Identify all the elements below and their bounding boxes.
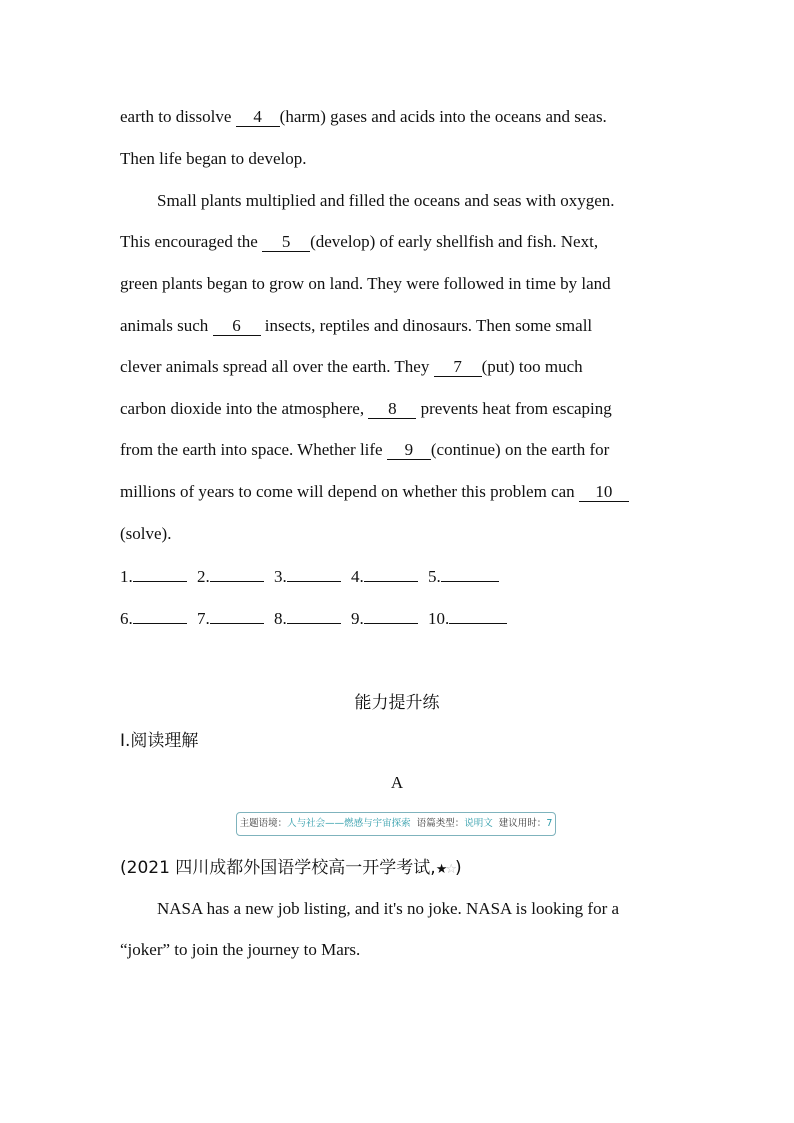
answer-7[interactable]: 7. — [197, 607, 264, 630]
passage-line-1: earth to dissolve 4 (harm) gases and acids into the oceans and seas. — [120, 107, 607, 126]
blank-8[interactable]: 8 — [368, 400, 416, 419]
answer-row-1 — [120, 565, 680, 588]
blank-6[interactable]: 6 — [213, 317, 261, 336]
passage-line-10: millions of years to come will depend on whether this problem can 10 — [120, 481, 680, 503]
blank-4[interactable]: 4 — [236, 108, 280, 127]
blank-10[interactable]: 10 — [579, 483, 629, 502]
answer-row-2 — [120, 607, 680, 630]
difficulty-star-empty-icon: ☆ — [445, 862, 456, 877]
article-line-2: “joker” to join the journey to Mars. — [120, 940, 361, 959]
answer-10[interactable]: 10. — [428, 607, 507, 630]
answer-4[interactable]: 4. — [351, 565, 418, 588]
passage-line-9: from the earth into space. Whether life 9 (continue) on the earth for — [120, 440, 610, 459]
answer-1[interactable]: 1. — [120, 565, 187, 588]
passage-letter: A — [390, 773, 404, 792]
passage-line-4: This encouraged the 5 (develop) of early shellfish and fish. Next, — [120, 232, 599, 251]
answer-9[interactable]: 9. — [351, 607, 418, 630]
difficulty-star-icon: ★ — [435, 862, 446, 877]
passage-line-3: Small plants multiplied and filled the oceans and seas with oxygen. — [157, 191, 615, 210]
section-title: 能力提升练 — [354, 693, 440, 713]
passage-line-11: (solve). — [120, 524, 172, 543]
blank-9[interactable]: 9 — [387, 441, 431, 460]
article-line-1: NASA has a new job listing, and it's no joke. NASA is looking for a — [157, 899, 620, 918]
context-banner: 主题语境：人与社会——燃感与宇宙探索 语篇类型：说明文 建议用时：7 — [236, 812, 556, 836]
passage-line-6: animals such 6 insects, reptiles and dinosaurs. Then some small — [120, 316, 593, 335]
passage-line-8: carbon dioxide into the atmosphere, 8 prevents heat from escaping — [120, 399, 612, 418]
passage-line-7: clever animals spread all over the earth. They 7 (put) too much — [120, 357, 583, 376]
answer-8[interactable]: 8. — [274, 607, 341, 630]
blank-7[interactable]: 7 — [434, 358, 482, 377]
passage-line-5: green plants began to grow on land. They were followed in time by land — [120, 274, 611, 293]
passage-line-2: Then life began to develop. — [120, 149, 307, 168]
part-heading: Ⅰ.阅读理解 — [120, 731, 199, 751]
answer-2[interactable]: 2. — [197, 565, 264, 588]
answer-6[interactable]: 6. — [120, 607, 187, 630]
answer-5[interactable]: 5. — [428, 565, 499, 588]
blank-5[interactable]: 5 — [262, 233, 310, 252]
answer-3[interactable]: 3. — [274, 565, 341, 588]
source-line: (2021 四川成都外国语学校高一开学考试,★☆) — [120, 858, 462, 878]
